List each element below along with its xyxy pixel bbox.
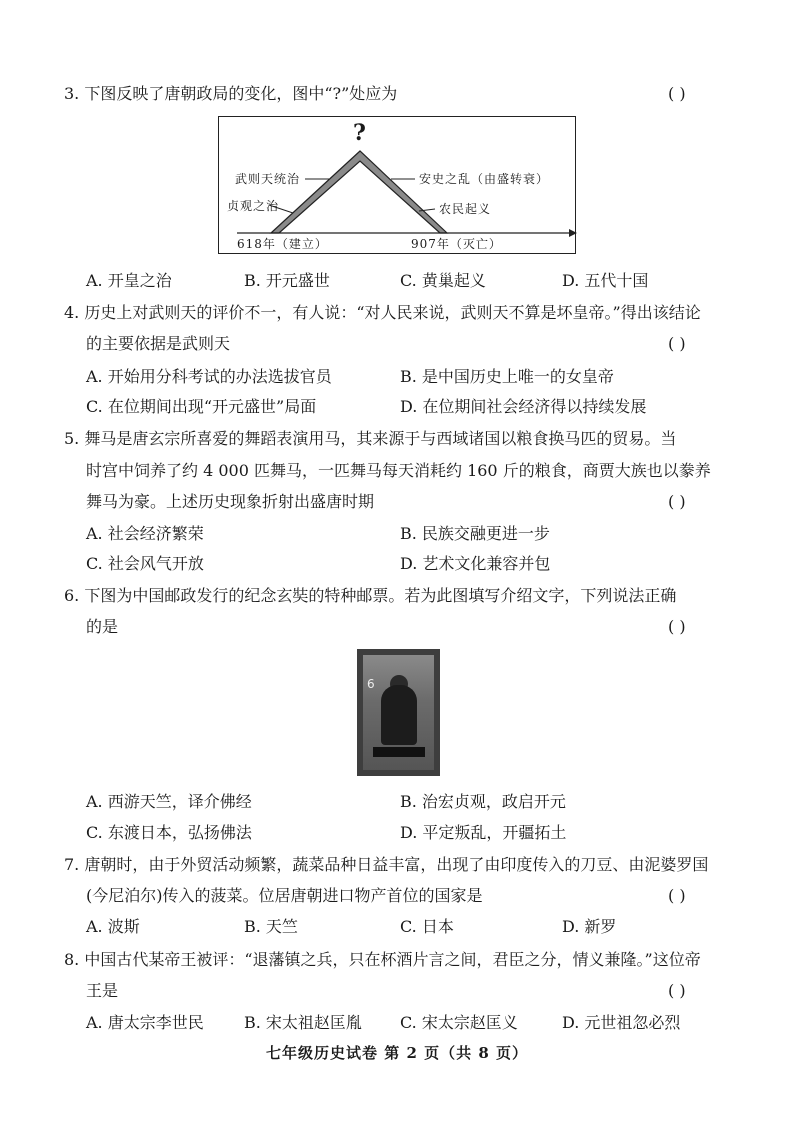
q7-stem-line1: 7. 唐朝时，由于外贸活动频繁，蔬菜品种日益丰富，出现了由印度传入的刀豆、由泥婆罗国 [64,855,709,874]
q6-option-d: D. 平定叛乱，开疆拓土 [400,823,567,842]
q4-option-b: B. 是中国历史上唯一的女皇帝 [400,367,614,386]
q8-option-c: C. 宋太宗赵匡义 [400,1013,518,1032]
label-peasant-uprising: 农民起义 [439,202,492,216]
q7-option-c: C. 日本 [400,917,454,936]
q4-answer-paren: ( ) [668,334,686,353]
q5-answer-paren: ( ) [668,492,686,511]
q6-answer-paren: ( ) [668,617,686,636]
q3-option-b: B. 开元盛世 [244,271,330,290]
q4-stem-line1: 4. 历史上对武则天的评价不一，有人说：“对人民来说，武则天不算是坏皇帝。”得出该结论 [64,303,701,322]
q3-option-d: D. 五代十国 [562,271,649,290]
q6-stem-line2: 的是 [86,617,119,636]
q4-stem-line2: 的主要依据是武则天 [86,334,231,353]
q8-option-d: D. 元世祖忽必烈 [562,1013,681,1032]
rise-fall-triangle [271,151,447,233]
q5-stem-line2: 时宫中饲养了约 4 000 匹舞马，一匹舞马每天消耗约 160 斤的粮食，商贾大族也以豢养 [86,461,711,480]
q4-option-d: D. 在位期间社会经济得以持续发展 [400,397,647,416]
q7-option-b: B. 天竺 [244,917,298,936]
q8-option-a: A. 唐太宗李世民 [86,1013,204,1032]
q5-stem-line1: 5. 舞马是唐玄宗所喜爱的舞蹈表演用马，其来源于与西域诸国以粮食换马匹的贸易。当 [64,429,677,448]
q8-stem-line1: 8. 中国古代某帝王被评：“退藩镇之兵，只在杯酒片言之间，君臣之分，情义兼隆。”这位帝 [64,950,701,969]
q8-option-b: B. 宋太祖赵匡胤 [244,1013,362,1032]
q5-option-d: D. 艺术文化兼容并包 [400,554,551,573]
tang-politics-diagram [218,116,576,254]
q7-option-d: D. 新罗 [562,917,617,936]
page-footer: 七年级历史试卷 第 2 页（共 8 页） [266,1044,528,1062]
q3-option-a: A. 开皇之治 [86,271,172,290]
stamp-denomination: 6 [367,677,375,691]
stamp-figure-base [373,747,425,757]
q3-answer-paren: ( ) [668,84,686,103]
label-zhenguan: 贞观之治 [227,199,280,213]
q7-stem-line2: (今尼泊尔)传入的菠菜。位居唐朝进口物产首位的国家是 [86,886,483,905]
q3-stem: 3. 下图反映了唐朝政局的变化，图中“?”处应为 [64,84,398,103]
diagram-question-mark: ? [353,120,366,146]
diagram-graphic [219,117,577,255]
q7-answer-paren: ( ) [668,886,686,905]
q4-option-a: A. 开始用分科考试的办法选拔官员 [86,367,332,386]
q8-answer-paren: ( ) [668,981,686,1000]
stamp-seated-figure [381,685,417,745]
q6-option-c: C. 东渡日本，弘扬佛法 [86,823,252,842]
label-end-year: 907年（灭亡） [411,237,502,251]
label-wu-zetian: 武则天统治 [235,172,301,186]
q3-option-c: C. 黄巢起义 [400,271,486,290]
axis-arrow [569,229,577,237]
q8-stem-line2: 王是 [86,981,119,1000]
label-anshi-rebellion: 安史之乱（由盛转衰） [419,172,550,186]
q6-option-b: B. 治宏贞观，政启开元 [400,792,566,811]
q7-option-a: A. 波斯 [86,917,140,936]
xuanzang-stamp-image [357,649,440,776]
q6-stem-line1: 6. 下图为中国邮政发行的纪念玄奘的特种邮票。若为此图填写介绍文字，下列说法正确 [64,586,677,605]
label-start-year: 618年（建立） [237,237,328,251]
stamp-background [363,655,434,770]
q5-option-c: C. 社会风气开放 [86,554,204,573]
q5-option-b: B. 民族交融更进一步 [400,524,550,543]
q4-option-c: C. 在位期间出现“开元盛世”局面 [86,397,317,416]
q5-option-a: A. 社会经济繁荣 [86,524,204,543]
q5-stem-line3: 舞马为豪。上述历史现象折射出盛唐时期 [86,492,375,511]
q6-option-a: A. 西游天竺，译介佛经 [86,792,252,811]
